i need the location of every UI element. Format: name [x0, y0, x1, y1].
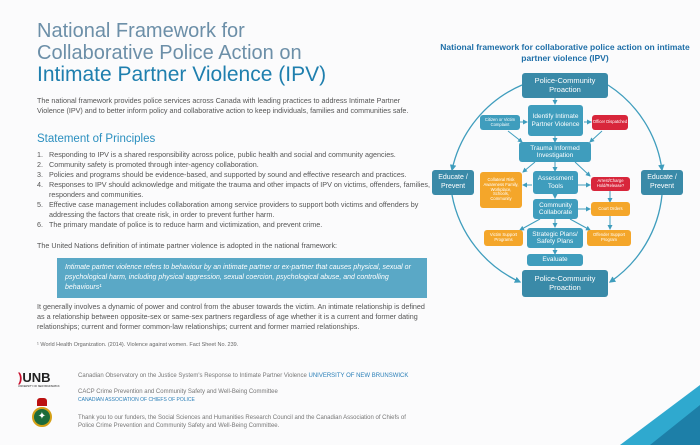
complaint-box: Citizen or Victim Complaint [480, 115, 520, 130]
un-intro: The United Nations definition of intimate partner violence is adopted in the national framework: [37, 241, 338, 250]
community-collaborate-box: Community Collaborate [533, 199, 578, 219]
educate-prevent-right: Educate / Prevent [641, 170, 683, 195]
offender-support-box: Offender Support Program [587, 230, 631, 246]
cacp-crest-logo: ✦ [31, 398, 53, 428]
police-community-proaction-bottom: Police-Community Proaction [522, 270, 608, 297]
corner-decoration [620, 385, 700, 445]
footer-line-2: CACP Crime Prevention and Community Safety and Well-Being Committee CANADIAN ASSOCIATION OF CHIEFS OF POLICE [78, 389, 278, 403]
arrest-charge-box: Arrest/Charge Hold/Release? [591, 177, 630, 191]
principle-item: 3. Policies and programs should be evidence-based, and supported by sound and effective research and practices. [37, 170, 407, 179]
identify-ipv-box: Identify Intimate Partner Violence [528, 105, 583, 136]
educate-prevent-left: Educate / Prevent [432, 170, 474, 195]
diagram-title: National framework for collaborative police action on intimate partner violence (IPV) [440, 42, 690, 63]
principle-item: 4. Responses to IPV should acknowledge and mitigate the trauma and other impacts of IPV on victims, offenders, families, responders and communities. [37, 180, 431, 199]
intro-paragraph: The national framework provides police services across Canada with leading practices to address Intimate Partner Violence (IPV) and to better inform policy and collaborative action to keep individuals, families and communities safe. [37, 96, 409, 115]
footer-line-1: Canadian Observatory on the Justice System's Response to Intimate Partner Violence UNIVERSITY OF NEW BRUNSWICK [78, 373, 409, 379]
title-line-3: Intimate Partner Violence (IPV) [37, 63, 327, 86]
principles-list [37, 150, 432, 230]
police-community-proaction-top: Police-Community Proaction [522, 73, 608, 98]
title-line-1: National Framework for [37, 20, 245, 42]
page-title [37, 20, 326, 86]
court-orders-box: Court Orders [591, 202, 630, 216]
evaluate-box: Evaluate [527, 254, 583, 266]
principle-item: 1. Responding to IPV is a shared responsibility across police, public health and social and community agencies. [37, 150, 396, 159]
principle-item: 5. Effective case management includes collaboration among service providers to support both victims and offenders by addressing the factors that create risk, in order to prevent further harm. [37, 200, 419, 219]
un-definition-quote: Intimate partner violence refers to behaviour by an intimate partner or ex-partner that causes physical, sexual or psychological harm, including physical aggression, sexual coercion, psychological abuse, and controlling behaviours¹ [57, 258, 427, 298]
footnote: ¹ World Health Organization. (2014). Violence against women. Fact Sheet No. 239. [37, 342, 239, 348]
unb-logo: )UNB UNIVERSITY OF NEW BRUNSWICK [18, 370, 60, 388]
strategic-plans-box: Strategic Plans/ Safety Plans [527, 228, 583, 248]
assessment-tools-box: Assessment Tools [533, 171, 578, 194]
definition-paragraph: It generally involves a dynamic of power and control from the abuser towards the victim. An intimate relationship is defined as a relationship between opposite-sex or same-sex partners regardless of age whether it is a current and former dating relationships; current and former common-law relationships; current and former married relationships. [37, 302, 425, 331]
collateral-risk-box: Collateral Risk Awareness Family, Workplace, Schools, Community [480, 172, 522, 208]
title-line-2: Collaborative Police Action on [37, 42, 302, 64]
officer-dispatched-box: Officer Dispatched [592, 115, 628, 130]
victim-support-box: Victim Support Programs [484, 230, 523, 246]
principle-item: 2. Community safety is promoted through inter-agency collaboration. [37, 160, 259, 169]
principle-item: 6. The primary mandate of police is to reduce harm and victimization, and prevent crime. [37, 220, 323, 229]
principles-heading: Statement of Principles [37, 133, 156, 145]
footer-thanks: Thank you to our funders, the Social Sciences and Humanities Research Council and the Canadian Association of Chiefs of Police Crime Prevention and Community Safety and Well-Being Committee. [78, 415, 406, 429]
trauma-investigation-box: Trauma Informed Investigation [519, 142, 591, 162]
